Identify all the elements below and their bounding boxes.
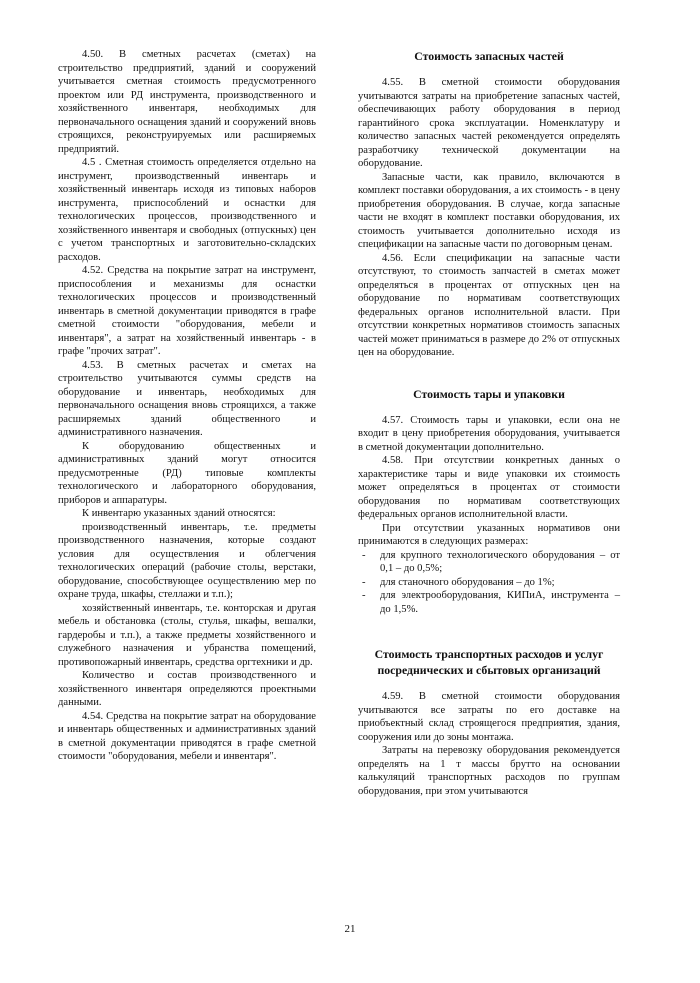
paragraph-4-58: 4.58. При отсутствии конкретных данных о характеристике тары и виде упаковки их стоимость может определяться в процентах от стоимости оборудования по нормативам соответствующих федеральных органов исполнительной власти.: [358, 455, 620, 520]
paragraph-4-59: 4.59. В сметной стоимости оборудования учитываются все затраты по его доставке на приобъектный склад строящегося предприятия, здания, сооружения или до зоны монтажа.: [358, 691, 620, 743]
list-item: - для станочного оборудования – до 1%;: [362, 576, 555, 588]
heading-packaging: Стоимость тары и упаковки: [413, 386, 565, 401]
packaging-rates-list: [358, 549, 620, 617]
list-item: - для крупного технологического оборудования – от 0,1 – до 0,5%;: [362, 549, 620, 574]
paragraph-4-54: 4.54. Средства на покрытие затрат на оборудование и инвентарь общественных и административных зданий в сметной документации приводятся в графе сметной стоимости "оборудования, мебели и инвентаря".: [58, 710, 316, 762]
right-column: [358, 48, 620, 798]
heading-spare-parts: Стоимость запасных частей: [414, 49, 564, 63]
dash-mark: -: [362, 576, 366, 588]
paragraph-4-55: 4.55. В сметной стоимости оборудования учитываются затраты на приобретение запасных частей, обеспечивающих работу оборудования в период гарантийного срока эксплуатации. Номенклатуру и количество запасных частей рекомендуется определять разработчику технической документации на оборудование.: [358, 77, 620, 169]
paragraph-4-52: 4.52. Средства на покрытие затрат на инструмент, приспособления и механизмы для оснастки технологических процессов и производственный инвентарь в сметной документации приводятся в графе сметной стоимости "оборудования, мебели и инвентаря", а затрат на хозяйственный инвентарь - в графе "прочих затрат".: [58, 265, 316, 357]
paragraph-transport-costs: Затраты на перевозку оборудования рекомендуется определять на 1 т массы брутто на основании калькуляций транспортных расходов по группам оборудования, при этом учитываются: [358, 745, 620, 797]
paragraph-household-inventory: хозяйственный инвентарь, т.е. конторская и другая мебель и обстановка (столы, стулья, шкафы, вешалки, гардеробы и т.п.), а также предметы хозяйственного и служебного назначения и убранства помещений, противопожарный инвентарь, средства оргтехники и др.: [58, 602, 316, 668]
list-item: - для электрооборудования, КИПиА, инструмента – до 1,5%.: [362, 590, 620, 615]
paragraph-4-50: 4.50. В сметных расчетах (сметах) на строительство предприятий, зданий и сооружений учитывается сметная стоимость предусмотренного проектом или РД инструмента, производственного и хозяйственного инвентаря, необходимых для первоначального оснащения зданий и сооружений вновь строящихся, реконструируемых или расширяемых предприятий.: [58, 49, 316, 155]
paragraph-norms: При отсутствии указанных нормативов они принимаются в следующих размерах:: [358, 522, 620, 547]
heading-transport: Стоимость транспортных расходов и услуг посреднических и сбытовых организаций: [374, 647, 604, 677]
paragraph-production-inventory: производственный инвентарь, т.е. предметы производственного назначения, которые создают условия для осуществления и облегчения технологических операций (рабочие столы, верстаки, оборудование, способствующее осуществлению мер по охране труда, шкафы, стеллажи и т.п.);: [58, 521, 316, 600]
paragraph-4-51: 4.5 . Сметная стоимость определяется отдельно на инструмент, производственный инвентарь и хозяйственный инвентарь исходя из типовых наборов инструмента, приспособлений и оснастки для технологических процессов, производственного и хозяйственного инвентаря и свободных (отпускных) цен с учетом транспортных и заготовительно-складских расходов.: [58, 157, 316, 263]
paragraph-equipment: К оборудованию общественных и административных зданий могут относится предусмотренные (РД) типовые комплекты технологического и лабораторного оборудования, приборов и аппаратуры.: [58, 440, 316, 506]
paragraph-4-56: 4.56. Если спецификации на запасные части отсутствуют, то стоимость запчастей в сметах может определяться в процентах от отпускных цен на оборудование по нормативам соответствующих федеральных органов исполнительной власти. При отсутствии конкретных нормативов стоимость запасных частей может приниматься в размере до 2% от отпускных цен на оборудование.: [358, 252, 620, 358]
dash-mark: -: [362, 590, 366, 601]
paragraph-spare-parts-kit: Запасные части, как правило, включаются в комплект поставки оборудования, а их стоимость - в цену приобретения оборудования. В случае, когда запасные части не входят в комплект поставки оборудования, их стоимость учитывается дополнительно исходя из спецификации на запасные части по договорным ценам.: [358, 171, 620, 250]
paragraph-4-53: 4.53. В сметных расчетах и сметах на строительство учитываются суммы средств на оборудование и инвентарь, необходимых для первоначального оснащения вновь строящихся, а также расширяемых зданий общественного и административного назначения.: [58, 359, 316, 438]
page-number: 21: [344, 923, 356, 935]
paragraph-4-57: 4.57. Стоимость тары и упаковки, если она не входит в цену приобретения оборудования, учитывается в сметной документации дополнительно.: [358, 414, 620, 453]
dash-mark: -: [362, 549, 366, 561]
left-column: [58, 48, 316, 764]
paragraph-inventory-intro: К инвентарю указанных зданий относятся:: [82, 508, 276, 519]
paragraph-quantity: Количество и состав производственного и хозяйственного инвентаря определяются проектными данными.: [58, 670, 316, 708]
